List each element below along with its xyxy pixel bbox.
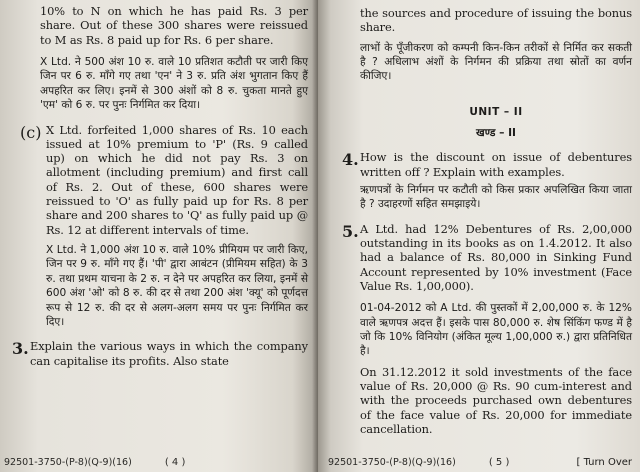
right-footer-code: 92501-3750-(P-8)(Q-9)(16) <box>328 457 456 468</box>
question-4-hindi: ऋणपत्रों के निर्गमन पर कटौती को किस प्रकार अपलिखित किया जाता है ? उदाहरणों सहित समझाइये। <box>360 183 632 211</box>
left-page <box>0 0 318 472</box>
right-page-number: ( 5 ) <box>488 457 510 468</box>
khand-heading: खण्ड – II <box>476 126 516 139</box>
unit-heading: UNIT – II <box>469 105 523 118</box>
question-5 <box>342 221 632 293</box>
question-5-number: 5. <box>342 221 359 241</box>
question-3-continuation-english: the sources and procedure of issuing the bonus share. <box>360 6 632 35</box>
question-2b-continuation-hindi: X Ltd. ने 500 अंश 10 रु. वाले 10 प्रतिशत कटौती पर जारी किए जिन पर 6 रु. माँगे गए तथा 'एन' ने 3 रु. प्रति अंश भुगतान किए हैं अपहरित कर लिए। इनमें से 300 अंशों को 8 रु. चुकता मानते हुए 'एम' को 6 रु. पर पुनः निर्गमित कर दिया। <box>40 55 308 112</box>
left-page-number: ( 4 ) <box>164 457 186 468</box>
question-3-number: 3. <box>12 339 29 359</box>
question-3-english: Explain the various ways in which the company can capitalise its profits. Also state <box>30 339 308 368</box>
turn-over-label: [ Turn Over <box>576 457 632 468</box>
question-5-english: A Ltd. had 12% Debentures of Rs. 2,00,000 outstanding in its books as on 1.4.2012. It also had a balance of Rs. 80,000 in Sinking Fund Account represented by 10% investment (Face Value Rs. 1,00,000). <box>360 221 632 293</box>
question-3 <box>12 339 308 368</box>
question-2c <box>20 122 308 237</box>
question-5-hindi: 01-04-2012 को A Ltd. की पुस्तकों में 2,00,000 रु. के 12% वाले ऋणपत्र अदत्त हैं। इसके पास 80,000 रु. शेष सिंकिंग फण्ड में है जो कि 10% विनियोग (अंकित मूल्य 1,00,000 रु.) द्वारा प्रतिनिधित है। <box>360 302 632 358</box>
question-4 <box>342 150 632 179</box>
question-2b-continuation-english: 10% to N on which he has paid Rs. 3 per share. Out of these 300 shares were reissued to M as Rs. 8 paid up for Rs. 6 per share. <box>40 4 308 47</box>
question-5-english-continued: On 31.12.2012 it sold investments of the face value of Rs. 20,000 @ Rs. 90 cum-interest and with the proceeds purchased own debentures of the face value of Rs. 20,000 for immediate cancellation. <box>360 364 632 436</box>
question-2c-hindi: X Ltd. ने 1,000 अंश 10 रु. वाले 10% प्रीमियम पर जारी किए, जिन पर 9 रु. माँगे गए हैं। 'पी' द्वारा आबंटन (प्रीमियम सहित) के 3 रु. तथा प्रथम याचना के 2 रु. न देने पर अपहरित कर लिया, इनमें से 600 अंश 'ओ' को 8 रु. की दर से तथा 200 अंश 'क्यू' को पूर्णदत्त रूप से 12 रु. की दर से अलग-अलग समय पर पुनः निर्गमित कर दिए। <box>46 243 308 328</box>
question-4-english: How is the discount on issue of debentures written off ? Explain with examples. <box>360 150 632 179</box>
question-2c-label: (c) <box>20 122 42 142</box>
right-page <box>318 0 640 472</box>
left-footer-code: 92501-3750-(P-8)(Q-9)(16) <box>4 457 132 468</box>
question-2c-english: X Ltd. forfeited 1,000 shares of Rs. 10 each issued at 10% premium to 'P' (Rs. 9 called up) on which he did not pay Rs. 3 on allotment (including premium) and first call of Rs. 2. Out of these, 600 shares were reissued to 'O' as fully paid up for Rs. 8 per share and 200 shares to 'Q' as fully paid up @ Rs. 12 at different intervals of time. <box>46 122 308 237</box>
question-3-hindi: लाभों के पूँजीकरण को कम्पनी किन-किन तरीकों से निर्मित कर सकती है ? अधिलाभ अंशों के निर्गमन की प्रक्रिया तथा स्रोतों का वर्णन कीजिए। <box>360 41 632 83</box>
right-page-footer <box>328 457 509 468</box>
left-page-footer <box>4 457 185 468</box>
question-4-number: 4. <box>342 150 359 170</box>
